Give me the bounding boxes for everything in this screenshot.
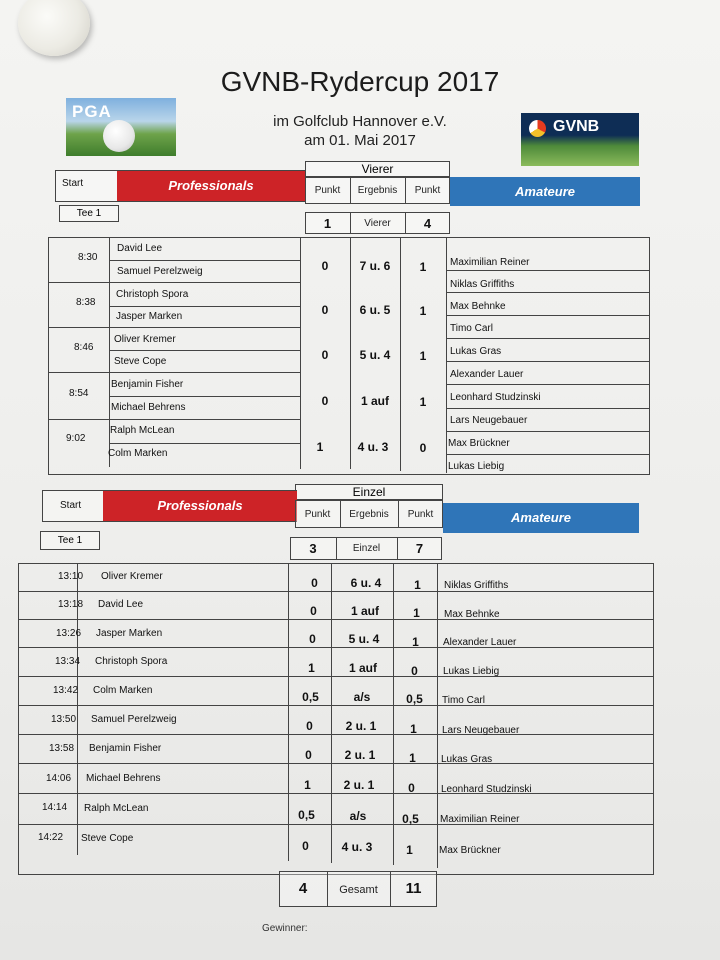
divider: [446, 237, 447, 473]
einzel-title-box: [295, 484, 443, 500]
divider: [48, 372, 300, 373]
einzel-time: 13:26: [56, 628, 82, 639]
einzel-pro-point: 0,5: [302, 690, 319, 704]
einzel-am-name: Lukas Liebig: [443, 666, 500, 677]
divider: [18, 734, 654, 735]
einzel-am-name: Timo Carl: [442, 695, 485, 706]
einzel-amateure-band: Amateure: [443, 503, 639, 533]
einzel-am-point: 1: [410, 722, 417, 736]
einzel-result: 2 u. 1: [343, 778, 375, 792]
einzel-tee-label: Tee 1: [57, 535, 83, 546]
vierer-start-label: Start: [62, 178, 84, 189]
einzel-result: 5 u. 4: [348, 632, 380, 646]
divider: [109, 350, 300, 351]
einzel-pro-name: Michael Behrens: [86, 773, 161, 784]
divider: [109, 306, 300, 307]
vierer-am-point: 1: [419, 304, 427, 318]
vierer-pro-total: 1: [323, 216, 332, 231]
divider: [109, 260, 300, 261]
divider: [18, 676, 654, 677]
venue-line: im Golfclub Hannover e.V.: [273, 113, 447, 130]
einzel-pro-point: 0: [302, 839, 309, 853]
vierer-am-name: Max Behnke: [450, 301, 506, 312]
einzel-am-point: 1: [412, 635, 419, 649]
einzel-am-name: Alexander Lauer: [443, 637, 517, 648]
einzel-pro-point: 1: [304, 778, 311, 792]
einzel-am-name: Lars Neugebauer: [442, 725, 520, 736]
divider: [18, 793, 654, 794]
vierer-am-name: Lars Neugebauer: [450, 415, 528, 426]
einzel-result: 2 u. 1: [344, 748, 376, 762]
vierer-time: 8:54: [69, 388, 89, 399]
einzel-pro-point: 0: [311, 576, 318, 590]
vierer-professionals-band: Professionals: [117, 171, 305, 201]
einzel-result: a/s: [353, 690, 371, 704]
gesamt-pro-total: 4: [298, 880, 308, 897]
einzel-am-point: 0,5: [406, 692, 423, 706]
einzel-pro-name: Steve Cope: [81, 833, 134, 844]
einzel-am-point: 1: [406, 843, 413, 857]
divider: [446, 454, 650, 455]
divider: [446, 408, 650, 409]
einzel-pro-name: Benjamin Fisher: [89, 743, 162, 754]
einzel-professionals-band: Professionals: [103, 491, 297, 521]
einzel-time: 13:58: [49, 743, 75, 754]
vierer-am-name: Maximilian Reiner: [450, 257, 530, 268]
divider: [446, 431, 650, 432]
einzel-time: 13:42: [53, 685, 79, 696]
divider: [446, 292, 650, 293]
einzel-time: 14:06: [46, 773, 72, 784]
divider: [18, 647, 654, 648]
vierer-pro-name: Steve Cope: [114, 356, 167, 367]
einzel-pro-total: 3: [309, 541, 317, 556]
einzel-result: 4 u. 3: [341, 840, 373, 854]
einzel-am-point: 1: [409, 751, 416, 765]
divider: [109, 396, 300, 397]
gewinner-label: Gewinner:: [262, 923, 308, 934]
einzel-tee-box: [40, 531, 100, 550]
einzel-am-point: 0,5: [402, 812, 419, 826]
einzel-result: 2 u. 1: [345, 719, 377, 733]
vierer-title-box: [305, 161, 450, 177]
divider: [18, 705, 654, 706]
vierer-total-label: Vierer: [364, 218, 391, 229]
einzel-am-name: Max Behnke: [444, 609, 500, 620]
divider: [18, 619, 654, 620]
einzel-result: 1 auf: [350, 604, 379, 618]
divider: [446, 361, 650, 362]
einzel-am-name: Lukas Gras: [441, 754, 493, 765]
einzel-time: 13:10: [58, 571, 84, 582]
vierer-pro-punkt-label: Punkt: [314, 185, 341, 196]
vierer-pro-name: Christoph Spora: [116, 289, 189, 300]
vierer-time: 9:02: [66, 433, 86, 444]
vierer-pro-point: 0: [321, 259, 329, 273]
vierer-amateure-band: Amateure: [450, 177, 640, 206]
vierer-am-punkt-label: Punkt: [414, 185, 441, 196]
gvnb-logo-text: GVNB: [553, 118, 600, 135]
divider: [18, 763, 654, 764]
pga-logo-text: PGA: [72, 102, 112, 121]
einzel-pro-point: 0: [306, 719, 313, 733]
einzel-am-punkt-label: Punkt: [407, 509, 434, 520]
vierer-pro-point: 1: [316, 440, 324, 454]
einzel-pro-name: Samuel Perelzweig: [91, 714, 177, 725]
einzel-ergebnis-label: Ergebnis: [349, 509, 389, 520]
vierer-pro-name: Jasper Marken: [116, 311, 183, 322]
einzel-pro-point: 1: [308, 661, 315, 675]
einzel-pro-name: Christoph Spora: [95, 656, 168, 667]
vierer-result: 6 u. 5: [359, 303, 391, 317]
vierer-am-name: Lukas Liebig: [448, 461, 505, 472]
einzel-time: 13:18: [58, 599, 84, 610]
vierer-tee-label: Tee 1: [76, 208, 102, 219]
einzel-pro-point: 0: [305, 748, 312, 762]
einzel-pro-name: Colm Marken: [93, 685, 153, 696]
vierer-am-name: Timo Carl: [450, 323, 493, 334]
einzel-am-name: Niklas Griffiths: [444, 580, 509, 591]
einzel-am-total: 7: [415, 541, 424, 556]
einzel-result: 6 u. 4: [350, 576, 382, 590]
vierer-pro-name: Oliver Kremer: [114, 334, 176, 345]
pga-logo: [66, 98, 176, 156]
einzel-time: 13:50: [51, 714, 77, 725]
vierer-result: 7 u. 6: [359, 259, 391, 273]
divider: [446, 338, 650, 339]
date-line: am 01. Mai 2017: [304, 132, 416, 149]
einzel-pro-name: Jasper Marken: [96, 628, 163, 639]
vierer-am-name: Alexander Lauer: [450, 369, 524, 380]
einzel-start-label: Start: [60, 500, 82, 511]
vierer-am-point: 1: [419, 395, 427, 409]
vierer-ergebnis-label: Ergebnis: [357, 185, 398, 196]
vierer-time: 8:38: [76, 297, 96, 308]
gesamt-am-total: 11: [405, 880, 422, 897]
gvnb-emblem-icon: [529, 120, 546, 137]
vierer-pro-point: 0: [321, 394, 329, 408]
einzel-pro-punkt-label: Punkt: [304, 509, 331, 520]
divider: [48, 419, 300, 420]
vierer-pro-name: Benjamin Fisher: [111, 379, 184, 390]
einzel-result: 1 auf: [348, 661, 377, 675]
einzel-am-point: 1: [414, 578, 421, 592]
einzel-time: 13:34: [55, 656, 81, 667]
vierer-pro-name: Ralph McLean: [110, 425, 175, 436]
vierer-time: 8:46: [74, 342, 94, 353]
vierer-am-point: 1: [419, 349, 427, 363]
einzel-pro-point: 0,5: [298, 808, 315, 822]
einzel-pro-name: Oliver Kremer: [101, 571, 163, 582]
gvnb-logo: [521, 113, 639, 166]
einzel-total-label: Einzel: [352, 543, 381, 554]
einzel-pro-name: David Lee: [98, 599, 144, 610]
divider: [446, 270, 650, 271]
vierer-result: 4 u. 3: [357, 440, 389, 454]
vierer-am-name: Niklas Griffiths: [450, 279, 515, 290]
vierer-title: Vierer: [361, 162, 394, 176]
einzel-am-name: Leonhard Studzinski: [441, 784, 532, 795]
vierer-pro-name: Michael Behrens: [111, 402, 186, 413]
einzel-time: 14:22: [38, 832, 64, 843]
einzel-am-name: Maximilian Reiner: [440, 814, 520, 825]
einzel-am-point: 0: [408, 781, 415, 795]
page-title: GVNB-Rydercup 2017: [220, 66, 500, 97]
divider: [446, 315, 650, 316]
vierer-am-name: Lukas Gras: [450, 346, 502, 357]
einzel-pro-point: 0: [309, 632, 316, 646]
divider: [18, 591, 654, 592]
divider: [446, 384, 650, 385]
einzel-pro-name: Ralph McLean: [84, 803, 149, 814]
vierer-pro-name: Colm Marken: [108, 448, 168, 459]
vierer-result: 1 auf: [360, 394, 389, 408]
vierer-am-point: 1: [419, 260, 427, 274]
vierer-am-name: Max Brückner: [448, 438, 510, 449]
divider: [18, 824, 654, 825]
einzel-time: 14:14: [42, 802, 68, 813]
vierer-time: 8:30: [78, 252, 98, 263]
vierer-tee-box: [59, 205, 119, 222]
vierer-pro-point: 0: [321, 303, 329, 317]
golf-ball-icon: [103, 120, 135, 152]
vierer-am-point: 0: [419, 441, 427, 455]
vierer-pro-name: Samuel Perelzweig: [117, 266, 203, 277]
einzel-am-name: Max Brückner: [439, 845, 501, 856]
vierer-pro-name: David Lee: [117, 243, 163, 254]
divider: [109, 443, 300, 444]
einzel-result: a/s: [349, 809, 367, 823]
vierer-result: 5 u. 4: [359, 348, 391, 362]
einzel-am-point: 1: [413, 606, 420, 620]
gesamt-label: Gesamt: [339, 884, 378, 896]
vierer-am-name: Leonhard Studzinski: [450, 392, 541, 403]
divider: [48, 327, 300, 328]
divider: [48, 282, 300, 283]
einzel-title: Einzel: [352, 485, 386, 499]
einzel-pro-point: 0: [310, 604, 317, 618]
einzel-am-point: 0: [411, 664, 418, 678]
vierer-pro-point: 0: [321, 348, 329, 362]
vierer-am-total: 4: [423, 216, 432, 231]
